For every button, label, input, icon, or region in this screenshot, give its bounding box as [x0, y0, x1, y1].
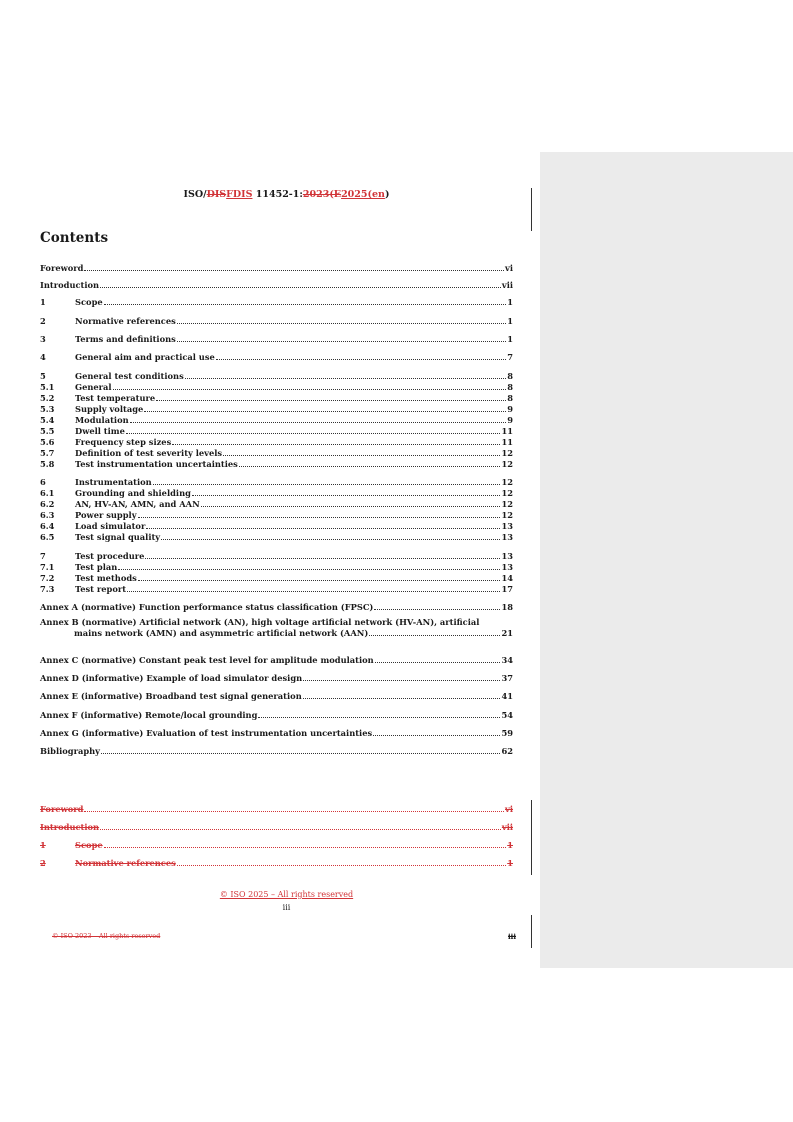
- toc-entry-5-8[interactable]: 5.8 Test instrumentation uncertainties 12: [40, 459, 513, 469]
- toc-entry-4[interactable]: 4 General aim and practical use 7: [40, 352, 513, 362]
- toc-entry-annex-a[interactable]: Annex A (normative) Function performance status classification (FPSC) 18: [40, 602, 513, 612]
- toc-entry-6[interactable]: 6 Instrumentation 12: [40, 477, 513, 487]
- toc-entry-5-4[interactable]: 5.4 Modulation 9: [40, 415, 513, 425]
- toc-entry-1[interactable]: 1 Scope 1: [40, 297, 513, 307]
- toc-entry-annex-b[interactable]: Annex B (normative) Artificial network (AN), high voltage artificial network (HV-AN), artificial mains network (AMN) and asymmetric artificial network (AAN) 21: [40, 617, 513, 638]
- deleted-footer-page-number: iii: [508, 932, 516, 941]
- toc-entry-7-2[interactable]: 7.2 Test methods 14: [40, 573, 513, 583]
- toc-entry-annex-d[interactable]: Annex D (informative) Example of load simulator design 37: [40, 673, 513, 683]
- toc-entry-5-5[interactable]: 5.5 Dwell time 11: [40, 426, 513, 436]
- toc-entry-7-3[interactable]: 7.3 Test report 17: [40, 584, 513, 594]
- toc-entry-introduction[interactable]: Introduction vii: [40, 280, 513, 290]
- toc-entry-5-7[interactable]: 5.7 Definition of test severity levels 12: [40, 448, 513, 458]
- toc-entry-6-3[interactable]: 6.3 Power supply 12: [40, 510, 513, 520]
- toc-entry-5-6[interactable]: 5.6 Frequency step sizes 11: [40, 437, 513, 447]
- document-header: ISO/DISFDIS 11452-1:2023(E2025(en): [183, 189, 390, 200]
- toc-entry-7[interactable]: 7 Test procedure 13: [40, 551, 513, 561]
- toc-entry-7-1[interactable]: 7.1 Test plan 13: [40, 562, 513, 572]
- toc-entry-5-2[interactable]: 5.2 Test temperature 8: [40, 393, 513, 403]
- change-bar: [531, 915, 532, 948]
- toc-entry-annex-f[interactable]: Annex F (informative) Remote/local grounding 54: [40, 710, 513, 720]
- deleted-footer-copyright: © ISO 2023 – All rights reserved: [52, 932, 161, 940]
- deleted-toc-entry-introduction[interactable]: Introduction vii: [40, 822, 513, 832]
- toc-entry-2[interactable]: 2 Normative references 1: [40, 316, 513, 326]
- change-bar: [531, 800, 532, 875]
- deleted-toc-entry-1[interactable]: 1 Scope 1: [40, 840, 513, 850]
- toc-entry-foreword[interactable]: Foreword vi: [40, 263, 513, 273]
- toc-entry-5-1[interactable]: 5.1 General 8: [40, 382, 513, 392]
- deleted-toc-entry-2[interactable]: 2 Normative references 1: [40, 858, 513, 868]
- toc-entry-annex-e[interactable]: Annex E (informative) Broadband test signal generation 41: [40, 691, 513, 701]
- toc-entry-annex-c[interactable]: Annex C (normative) Constant peak test level for amplitude modulation 34: [40, 655, 513, 665]
- toc-entry-3[interactable]: 3 Terms and definitions 1: [40, 334, 513, 344]
- toc-entry-6-1[interactable]: 6.1 Grounding and shielding 12: [40, 488, 513, 498]
- toc-entry-6-2[interactable]: 6.2 AN, HV-AN, AMN, and AAN 12: [40, 499, 513, 509]
- toc-entry-5-3[interactable]: 5.3 Supply voltage 9: [40, 404, 513, 414]
- deleted-toc-entry-foreword[interactable]: Foreword vi: [40, 804, 513, 814]
- comment-pane: [540, 152, 793, 968]
- toc-entry-6-5[interactable]: 6.5 Test signal quality 13: [40, 532, 513, 542]
- footer-page-number: iii: [282, 903, 291, 912]
- footer-copyright: © ISO 2025 – All rights reserved: [219, 890, 354, 899]
- toc-entry-6-4[interactable]: 6.4 Load simulator 13: [40, 521, 513, 531]
- contents-title: Contents: [40, 230, 109, 246]
- toc-entry-bibliography[interactable]: Bibliography 62: [40, 746, 513, 756]
- toc-entry-annex-g[interactable]: Annex G (informative) Evaluation of test instrumentation uncertainties 59: [40, 728, 513, 738]
- toc-entry-5[interactable]: 5 General test conditions 8: [40, 371, 513, 381]
